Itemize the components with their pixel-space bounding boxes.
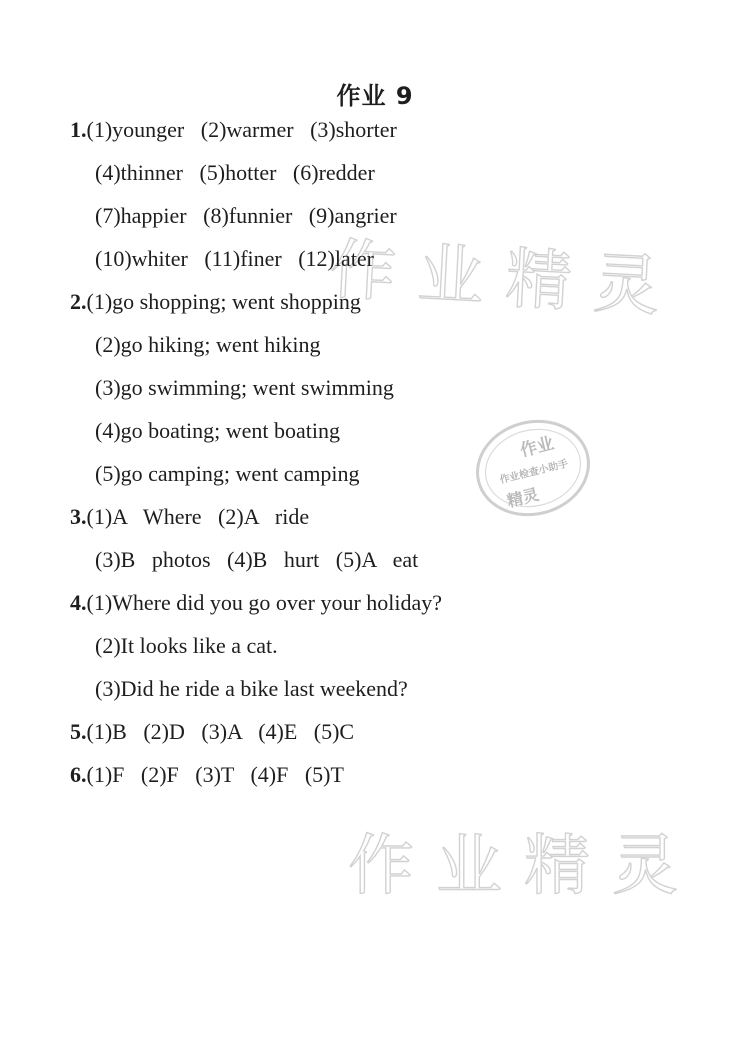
answer-line bbox=[70, 760, 344, 790]
watermark-text: 作业精灵 bbox=[327, 230, 684, 327]
question-number: 3. bbox=[70, 504, 87, 529]
answer-line bbox=[95, 674, 408, 704]
question-number: 4. bbox=[70, 590, 87, 615]
answer-line bbox=[95, 416, 340, 446]
answer-text: (1)go shopping; went shopping bbox=[86, 289, 361, 314]
answer-text: (3)B photos (4)B hurt (5)A eat bbox=[95, 547, 419, 572]
answer-text: (1)Where did you go over your holiday? bbox=[86, 590, 443, 615]
answer-text: (1)B (2)D (3)A (4)E (5)C bbox=[86, 719, 355, 744]
answer-text: (2)go hiking; went hiking bbox=[95, 332, 321, 357]
question-number: 6. bbox=[70, 762, 87, 787]
question-number: 2. bbox=[70, 289, 87, 314]
answer-line bbox=[70, 588, 442, 618]
answer-text: (3)Did he ride a bike last weekend? bbox=[95, 676, 408, 701]
answer-text: (1)younger (2)warmer (3)shorter bbox=[86, 117, 397, 142]
page-title: 作业 9 bbox=[336, 82, 414, 110]
answer-line bbox=[95, 631, 278, 661]
answer-line bbox=[95, 201, 397, 231]
answer-line bbox=[95, 330, 320, 360]
answer-text: (7)happier (8)funnier (9)angrier bbox=[95, 203, 397, 228]
answer-line bbox=[95, 545, 418, 575]
stamp-ring-text: 作业检查小助手 bbox=[498, 458, 570, 487]
answer-text: (3)go swimming; went swimming bbox=[95, 375, 394, 400]
question-number: 1. bbox=[70, 117, 87, 142]
answer-text: (4)go boating; went boating bbox=[95, 418, 341, 443]
answer-line bbox=[70, 717, 354, 747]
answer-text: (2)It looks like a cat. bbox=[95, 633, 278, 658]
stamp-top-text: 作业 bbox=[518, 433, 557, 462]
stamp-bottom-text: 精灵 bbox=[505, 484, 541, 511]
answer-line bbox=[95, 244, 374, 274]
answer-line bbox=[70, 502, 309, 532]
watermark-stamp bbox=[470, 412, 596, 524]
answer-text: (1)A Where (2)A ride bbox=[86, 504, 310, 529]
question-number: 5. bbox=[70, 719, 87, 744]
answer-text: (10)whiter (11)finer (12)later bbox=[95, 246, 374, 271]
answer-line bbox=[95, 459, 360, 489]
watermark-text: 作业精灵 bbox=[348, 827, 700, 904]
answer-text: (5)go camping; went camping bbox=[95, 461, 360, 486]
answer-text: (4)thinner (5)hotter (6)redder bbox=[95, 160, 375, 185]
answer-line bbox=[70, 287, 361, 317]
answer-line bbox=[95, 158, 375, 188]
answer-text: (1)F (2)F (3)T (4)F (5)T bbox=[86, 762, 344, 787]
answer-line bbox=[70, 115, 397, 145]
answer-line bbox=[95, 373, 394, 403]
